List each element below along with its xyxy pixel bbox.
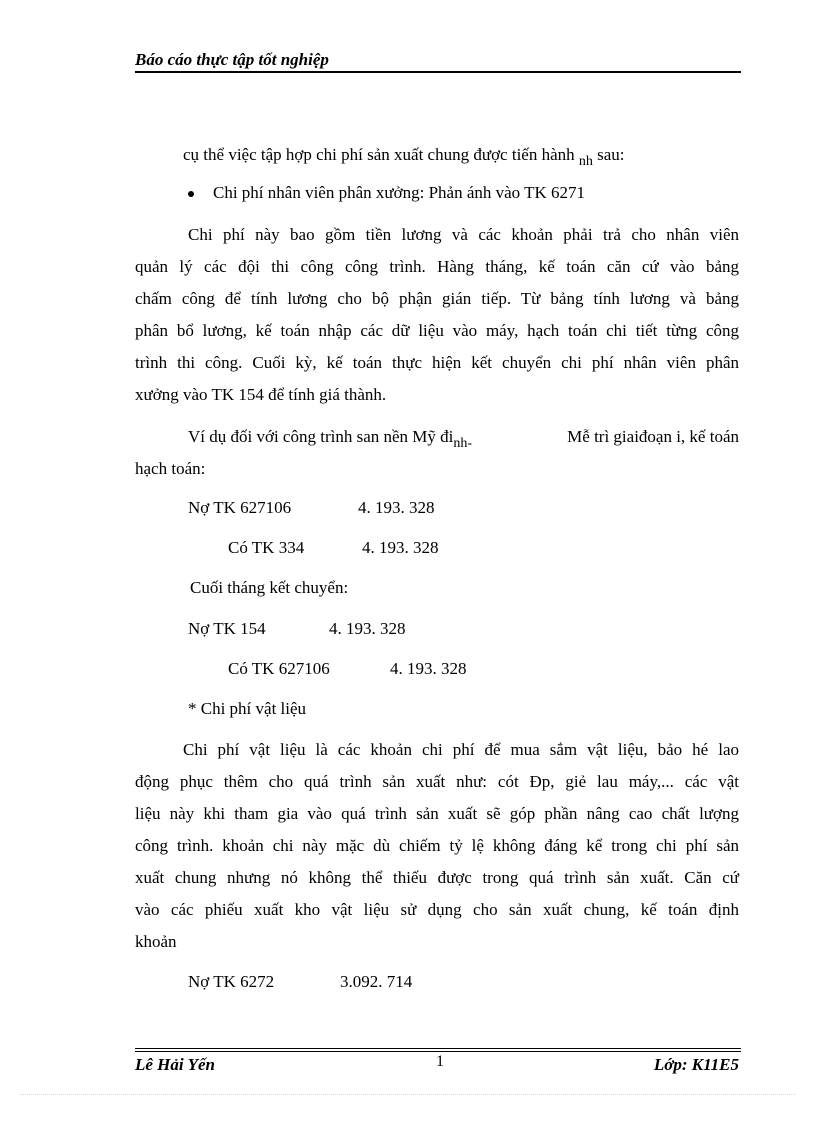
intro-text-b: sau: <box>597 145 625 164</box>
header-divider <box>135 71 741 73</box>
para2-line-3: liệu này khi tham gia vào quá trình sản xuất sẽ góp phần nâng cao chất lượng <box>135 804 739 823</box>
entry2-credit-amount: 4. 193. 328 <box>390 659 467 678</box>
entry1-credit-amount: 4. 193. 328 <box>362 538 439 557</box>
bullet-item-staff-cost: Chi phí nhân viên phân xưởng: Phản ánh vào TK 6271 <box>213 183 586 202</box>
page-number: 1 <box>436 1053 444 1070</box>
material-heading: * Chi phí vật liệu <box>188 699 307 718</box>
entry1-debit-amount: 4. 193. 328 <box>358 498 435 517</box>
header-title: Báo cáo thực tập tốt nghiệp <box>135 50 329 69</box>
entry2-credit-label: Có TK 627106 <box>228 659 330 678</box>
page-edge-divider <box>20 1094 796 1095</box>
entry2-debit-amount: 4. 193. 328 <box>329 619 406 638</box>
intro-line <box>183 145 625 170</box>
example-line-2: hạch toán: <box>135 459 206 478</box>
footer-author: Lê Hải Yến <box>135 1055 215 1074</box>
entry2-debit-label: Nợ TK 154 <box>188 619 266 638</box>
para2-line-5: xuất chung nhưng nó không thể thiếu được trong quá trình sản xuất. Căn cứ <box>135 868 739 887</box>
para2-line-7: khoản <box>135 932 177 951</box>
entry1-credit-label: Có TK 334 <box>228 538 305 557</box>
example-text-b: Mễ trì giaiđoạn i, kế toán <box>567 427 739 446</box>
para1-line-4: phân bổ lương, kế toán nhập các dữ liệu vào máy, hạch toán chi tiết từng công <box>135 321 739 340</box>
example-text-a: Ví dụ đối với công trình san nền Mỹ đi <box>188 427 454 446</box>
para1-line-5: trình thi công. Cuối kỳ, kế toán thực hiện kết chuyển chi phí nhân viên phân <box>135 353 739 372</box>
entry1-debit-label: Nợ TK 627106 <box>188 498 292 517</box>
entry3-debit-amount: 3.092. 714 <box>340 972 413 991</box>
intro-subscript: nh <box>578 154 593 169</box>
footer-class: Lớp: K11E5 <box>653 1055 739 1074</box>
entry3-debit-label: Nợ TK 6272 <box>188 972 275 991</box>
example-subscript: nh- <box>453 436 473 451</box>
para2-line-6: vào các phiếu xuất kho vật liệu sử dụng cho sản xuất chung, kế toán định <box>135 900 739 919</box>
example-line <box>188 427 739 452</box>
para2-line-4: công trình. khoản chi này mặc dù chiếm tỷ lệ không đáng kể trong chi phí sản <box>135 836 739 855</box>
para1-line-6: xưởng vào TK 154 để tính giá thành. <box>135 385 387 404</box>
para2-line-2: động phục thêm cho quá trình sản xuất như: cót Đp, giẻ lau máy,... các vật <box>135 772 739 791</box>
bullet-icon <box>188 191 194 197</box>
para2-line-1: Chi phí vật liệu là các khoản chi phí để mua sắm vật liệu, bảo hé lao <box>183 740 739 759</box>
para1-line-1: Chi phí này bao gồm tiền lương và các khoản phải trả cho nhân viên <box>188 225 739 244</box>
para1-line-3: chấm công để tính lương cho bộ phận gián tiếp. Từ bảng tính lương và bảng <box>135 289 739 308</box>
footer-divider-top <box>135 1048 741 1049</box>
para1-line-2: quản lý các đội thi công công trình. Hàng tháng, kế toán căn cứ vào bảng <box>135 257 739 276</box>
month-end-label: Cuối tháng kết chuyển: <box>190 578 349 597</box>
footer-divider-bottom <box>135 1051 741 1052</box>
intro-text-a: cụ thể việc tập hợp chi phí sản xuất chung được tiến hành <box>183 145 575 164</box>
